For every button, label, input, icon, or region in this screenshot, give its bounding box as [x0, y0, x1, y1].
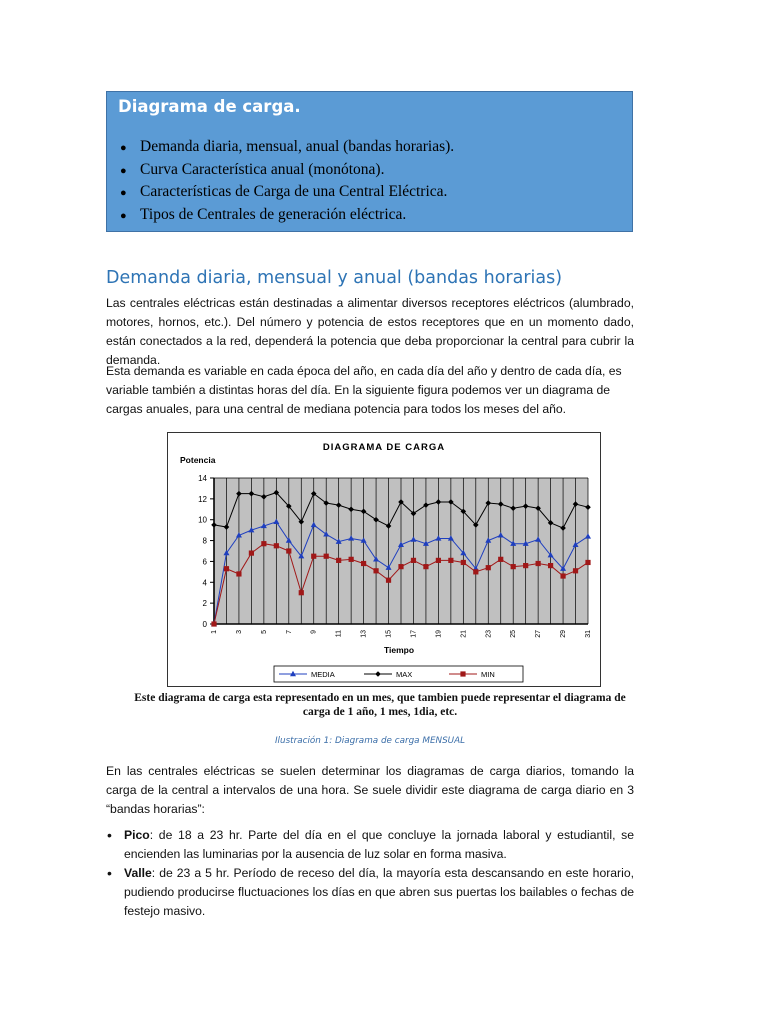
chart-caption: Este diagrama de carga esta representado en un mes, que tambien puede representar el diagrama de carga de 1 año, 1 mes, 1dia, etc.	[134, 692, 626, 718]
data-point-min	[548, 563, 553, 568]
x-axis-label: Tiempo	[383, 645, 415, 655]
data-point-min	[373, 568, 378, 573]
data-point-min	[523, 563, 528, 568]
bullet-text: : de 18 a 23 hr. Parte del día en el que concluye la jornada laboral y estudiantil, se encienden las luminarias por la ausencia de luz solar en forma masiva.	[124, 828, 634, 861]
data-point-min	[386, 578, 391, 583]
data-point-min	[573, 568, 578, 573]
legend-label-min: MIN	[481, 670, 495, 679]
x-tick-label: 13	[360, 630, 368, 638]
x-tick-label: 17	[410, 630, 418, 638]
legend-label-media: MEDIA	[311, 670, 335, 679]
data-point-min	[498, 557, 503, 562]
box-list	[140, 136, 454, 226]
data-point-min	[585, 560, 590, 565]
bullet-term: Pico	[124, 828, 150, 842]
y-axis-label: Potencia	[180, 455, 216, 465]
x-tick-label: 27	[535, 630, 543, 638]
x-tick-label: 11	[335, 630, 343, 638]
box-title: Diagrama de carga.	[118, 97, 301, 116]
data-point-min	[511, 564, 516, 569]
data-point-min	[536, 561, 541, 566]
x-tick-label: 31	[585, 630, 592, 638]
data-point-min	[349, 557, 354, 562]
data-point-min	[423, 564, 428, 569]
x-tick-label: 21	[460, 630, 468, 638]
data-point-min	[560, 573, 565, 578]
box-list-item: ● Demanda diaria, mensual, anual (bandas horarias).	[140, 136, 454, 159]
box-list-item: ● Características de Carga de una Central Eléctrica.	[140, 181, 454, 204]
legend	[274, 666, 523, 682]
data-point-min	[211, 621, 216, 626]
bullet-term: Valle	[124, 866, 152, 880]
x-tick-label: 25	[510, 630, 518, 638]
data-point-min	[398, 564, 403, 569]
x-tick-label: 15	[385, 630, 393, 638]
data-point-min	[224, 566, 229, 571]
list-item	[106, 826, 634, 864]
data-point-min	[299, 590, 304, 595]
data-point-min	[249, 550, 254, 555]
x-tick-label: 29	[560, 630, 568, 638]
x-tick-label: 9	[310, 630, 318, 634]
box-list-item: ● Tipos de Centrales de generación eléctrica.	[140, 204, 454, 227]
data-point-min	[411, 558, 416, 563]
data-point-min	[311, 554, 316, 559]
y-tick-label: 2	[202, 599, 207, 609]
y-tick-label: 14	[198, 474, 207, 483]
data-point-min	[336, 558, 341, 563]
bands-list	[106, 826, 634, 921]
y-tick-label: 12	[198, 494, 207, 504]
bullet-text: : de 23 a 5 hr. Período de receso del día, la mayoría esta descansando en este horario, pudiendo producirse fluctuaciones los días en que abren sus puertas los bailables o fechas de festejo masivo.	[124, 866, 634, 918]
summary-box	[106, 91, 633, 232]
data-point-min	[461, 560, 466, 565]
data-point-min	[261, 541, 266, 546]
data-point-min	[436, 558, 441, 563]
illustration-caption: Ilustración 1: Diagrama de carga MENSUAL	[274, 736, 466, 746]
chart-title: DIAGRAMA DE CARGA	[322, 442, 446, 453]
box-list-item: ● Curva Característica anual (monótona).	[140, 159, 454, 182]
data-point-min	[486, 565, 491, 570]
x-tick-label: 23	[485, 630, 493, 638]
section-heading: Demanda diaria, mensual y anual (bandas horarias)	[106, 268, 563, 288]
data-point-min	[324, 554, 329, 559]
x-tick-label: 1	[211, 630, 218, 634]
data-point-min	[473, 569, 478, 574]
load-chart	[167, 432, 601, 687]
data-point-min	[236, 571, 241, 576]
list-item	[106, 864, 634, 921]
data-point-min	[286, 548, 291, 553]
paragraph-2: Esta demanda es variable en cada época del año, en cada día del año y dentro de cada día, es variable también a distintas horas del día. En la siguiente figura podemos ver un diagrama de cargas anuales, para una central de mediana potencia para todos los meses del año.	[106, 364, 622, 416]
x-tick-label: 3	[235, 630, 243, 634]
legend-marker-min	[460, 671, 465, 676]
y-tick-label: 0	[202, 620, 207, 629]
paragraph-3: En las centrales eléctricas se suelen determinar los diagramas de carga diarios, tomando la carga de la central a intervalos de una hora. Se suele dividir este diagrama de carga diario en 3 “bandas horarias”:	[106, 764, 634, 816]
x-tick-label: 19	[435, 630, 443, 638]
data-point-min	[274, 543, 279, 548]
paragraph-1: Las centrales eléctricas están destinadas a alimentar diversos receptores eléctricos (alumbrado, motores, hornos, etc.). Del número y potencia de estos receptores que en un momento dado, están conectados a la red, dependerá la potencia que deba proporcionar la central para cubrir la demanda.	[106, 296, 634, 367]
data-point-min	[361, 561, 366, 566]
x-tick-label: 7	[285, 630, 293, 634]
y-tick-label: 6	[202, 557, 207, 567]
y-tick-label: 8	[202, 536, 207, 546]
y-tick-label: 10	[198, 515, 207, 525]
data-point-min	[448, 558, 453, 563]
y-tick-label: 4	[202, 578, 207, 588]
legend-label-max: MAX	[396, 670, 413, 679]
x-tick-label: 5	[260, 630, 268, 634]
